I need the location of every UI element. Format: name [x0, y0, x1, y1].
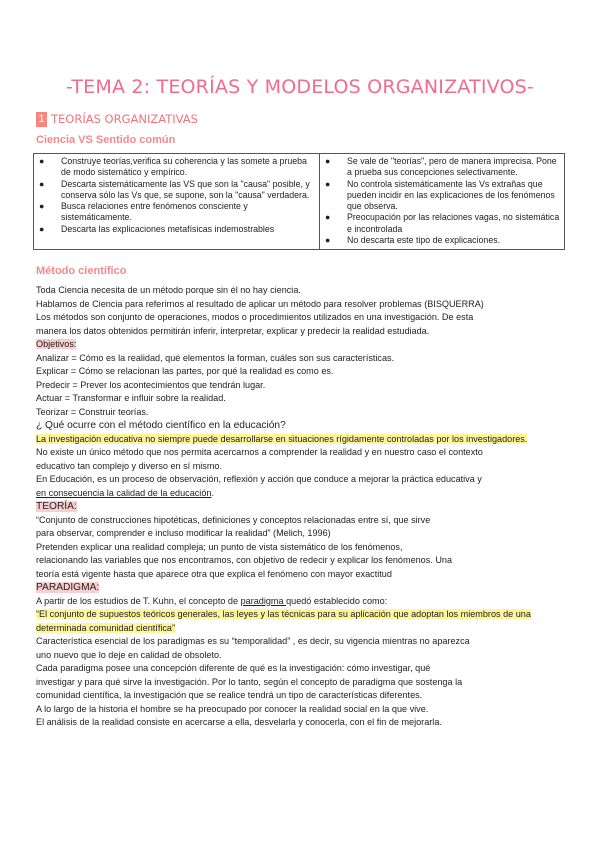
highlight-investigacion-educativa: La investigación educativa no siempre puede desarrollarse en situaciones rígidamente controladas por los investigadores.	[36, 433, 528, 444]
section-title: TEORÍAS ORGANIZATIVAS	[51, 112, 198, 126]
objective-analizar: Analizar = Cómo es la realidad, qué elementos la forman, cuáles son sus características.	[36, 352, 395, 363]
list-item: ● Se vale de "teorías", pero de manera imprecisa. Pone a prueba sus concepciones selectivamente.	[325, 156, 557, 178]
bullet: ●	[325, 235, 331, 246]
objective-explicar: Explicar = Cómo se relacionan las partes, por qué la realidad es como es.	[36, 366, 334, 376]
paragraph-line: Hablamos de Ciencia para referirnos al resultado de aplicar un método para resolver problemas (BISQUERRA)	[36, 298, 484, 309]
highlight-paradigma-definition: “El conjunto de supuestos teóricos generales, las leyes y las técnicas para su aplicación que adoptan los miembros de una determinada comunidad científica”	[36, 609, 531, 633]
bullet: ●	[325, 156, 331, 166]
objetivos-heading: Objetivos:	[36, 339, 77, 349]
list-item: ● No controla sistemáticamente las Vs extrañas que pueden incidir en las explicaciones de los fenómenos que observa.	[325, 178, 555, 212]
paragraph-line: El análisis de la realidad consiste en acercarse a ella, desvelarla y conocerla, con el fin de mejorarla.	[36, 717, 442, 727]
objective-actuar: Actuar = Transformar e influir sobre la realidad.	[36, 393, 226, 403]
underlined-text: paradigma	[240, 595, 287, 606]
paragraph-line: En Educación, es un proceso de observación, reflexión y acción que conduce a mejorar la práctica educativa y	[36, 474, 482, 484]
bullet: ●	[39, 223, 45, 234]
theory-definition: “Conjunto de construcciones hipotéticas, definiciones y conceptos relacionadas entre sí, que sirve	[36, 514, 431, 525]
list-item: ● No descarta este tipo de explicaciones.	[325, 235, 501, 246]
paragraph-line: comunidad científica, la investigación que se realice tendrá un tipo de características diferentes.	[36, 690, 423, 700]
objective-teorizar: Teorizar = Construir teorías.	[36, 406, 149, 417]
section-number: 1	[36, 112, 47, 127]
paragraph-line: teoría está vigente hasta que aparece otra que explica el fenómeno con mayor exactitud	[36, 568, 392, 579]
list-item: ● Busca relaciones entre fenómenos consciente y sistemáticamente.	[39, 201, 248, 223]
paragraph-line: uno nuevo que lo deje en calidad de obsoleto.	[36, 649, 222, 660]
paragraph-line: Cada paradigma posee una concepción diferente de qué es la investigación: cómo investigar, qué	[36, 663, 431, 673]
objective-predecir: Predecir = Prever los acontecimientos que tendrán lugar.	[36, 379, 266, 390]
science-column	[34, 154, 320, 250]
bullet: ●	[325, 212, 331, 223]
list-item: ● Descarta las explicaciones metafísicas indemostrables	[39, 223, 275, 234]
body-text: Toda Ciencia necesita de un método porque sin él no hay ciencia. Hablamos de Ciencia para referirnos al resultado de aplicar un método para resolver problemas (BISQUERRA) Los métodos son conjunto de operaciones, modos o procedimientos utilizados en una investigación. De esta manera los datos obtenidos permitirán inferir, interpretar, explicar y predecir la realidad estudiada. Objetivos: Analizar = Cómo es la realidad, qué elementos la forman, cuáles son sus características. Explicar = Cómo se relacionan las partes, por qué la realidad es como es. Predecir = Prever los acontecimientos que tendrán lugar. Actuar = Transformar e influir sobre la realidad. Teorizar = Construir teorías. ¿ Qué ocurre con el método científico en la educación? La investigación educativa no siempre puede desarrollarse en situaciones rígidamente controladas por los investigadores. No existe un único método que nos permita acercarnos a comprender la realidad y en nuestro caso el contexto educativo tan complejo y diverso en sí mismo. En Educación, es un proceso de observación, reflexión y acción que conduce a mejorar la práctica educativa y en consecuencia la calidad de la educación. TEORÍA: “Conjunto de construcciones hipotéticas, definiciones y conceptos relacionadas entre sí, que sirve para observar, comprender e incluso modificar la realidad” (Melich, 1996) Pretenden explicar una realidad compleja; un punto de vista sistemático de los fenómenos, relacionando las variables que nos encontramos, con objetivo de redecir y explicar los fenómenos. Una teoría está vigente hasta que aparece otra que explica el fenómeno con mayor exactitud PARADIGMA: A partir de los estudios de T. Kuhn, el concepto de paradigma quedó establecido como: “El conjunto de supuestos teóricos generales, las leyes y las técnicas para su aplicación que adoptan los miembros de una determinada comunidad científica” Característica esencial de los paradigmas es su “temporalidad” , es decir, su vigencia mientras no aparezca uno nuevo que lo deje en calidad de obsoleto. Cada paradigma posee una concepción diferente de qué es la investigación: cómo investigar, qué investigar y para qué sirve la investigación. Por lo tanto, según el concepto de paradigma que sostenga la comunidad científica, la investigación que se realice tendrá un tipo de características diferentes. A lo largo de la historia el hombre se ha preocupado por conocer la realidad social en la que vive. El análisis de la realidad consiste en acercarse a ella, desvelarla y conocerla, con el fin de mejorarla.	[36, 284, 566, 730]
list-item: ● Preocupación por las relaciones vagas, no sistemática e incontrolada	[325, 212, 560, 234]
list-item: ● Descarta sistemáticamente las VS que son la "causa" posible, y conserva sólo las Vs que, se supone, son la "causa" verdadera.	[39, 178, 310, 200]
paragraph-line: A lo largo de la historia el hombre se ha preocupado por conocer la realidad social en la que vive.	[36, 703, 429, 714]
paragraph-line: educativo tan complejo y diverso en sí mismo.	[36, 460, 223, 471]
teoria-heading: TEORÍA:	[36, 501, 77, 512]
page-title: -TEMA 2: TEORÍAS Y MODELOS ORGANIZATIVOS-	[66, 76, 534, 98]
paradigma-heading: PARADIGMA:	[36, 582, 100, 593]
paragraph-line: investigar y para qué sirve la investigación. Por lo tanto, según el concepto de paradigma que sostenga la	[36, 676, 463, 687]
paragraph-line: relacionando las variables que nos encontramos, con objetivo de redecir y explicar los fenómenos. Una	[36, 555, 453, 565]
list-item: ● Construye teorías,verifica su coherencia y las somete a prueba de modo sistemático y empírico.	[39, 156, 307, 178]
paragraph-line: Característica esencial de los paradigmas es su “temporalidad” , es decir, su vigencia mientras no aparezca	[36, 636, 470, 646]
bullet: ●	[325, 178, 331, 189]
common-sense-column	[320, 154, 565, 250]
theory-definition: para observar, comprender e incluso modificar la realidad” (Melich, 1996)	[36, 528, 331, 538]
section-heading	[36, 111, 198, 127]
paragraph-line: Los métodos son conjunto de operaciones, modos o procedimientos utilizados en una investigación. De esta	[36, 312, 474, 322]
bullet: ●	[39, 178, 45, 189]
underlined-text: en consecuencia la calidad de la educación	[36, 487, 212, 498]
comparison-table	[33, 153, 565, 250]
bullet: ●	[39, 156, 45, 166]
subtitle-metodo-cientifico: Método científico	[36, 265, 127, 277]
subtitle-ciencia-vs-sentido-comun: Ciencia VS Sentido común	[36, 134, 176, 146]
paragraph-line: manera los datos obtenidos permitirán inferir, interpretar, explicar y predecir la realidad estudiada.	[36, 325, 430, 336]
paragraph-line: Pretenden explicar una realidad compleja; un punto de vista sistemático de los fenómenos,	[36, 541, 403, 552]
education-question: ¿ Qué ocurre con el método científico en la educación?	[36, 420, 286, 431]
paragraph-line: Toda Ciencia necesita de un método porque sin él no hay ciencia.	[36, 285, 301, 295]
paragraph-line: No existe un único método que nos permita acercarnos a comprender la realidad y en nuestro caso el contexto	[36, 447, 483, 457]
bullet: ●	[39, 201, 45, 212]
